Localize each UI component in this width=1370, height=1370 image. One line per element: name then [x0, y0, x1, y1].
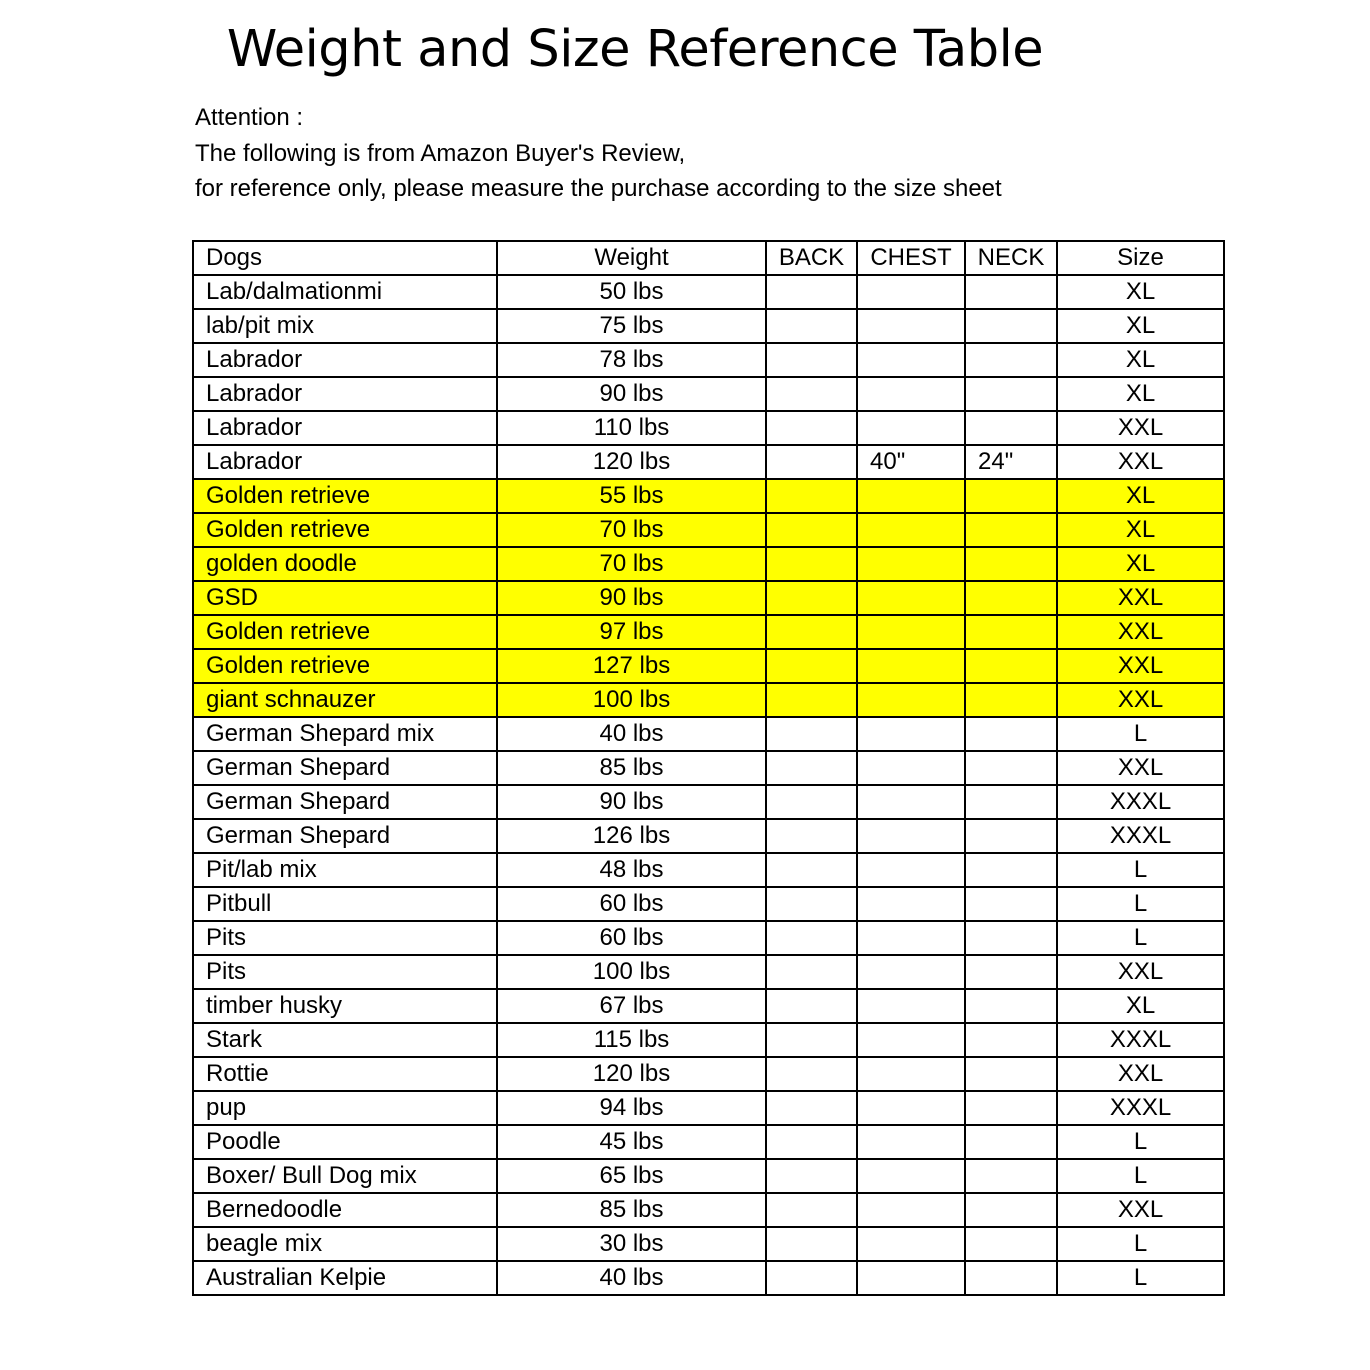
cell-weight: 70 lbs	[497, 547, 766, 581]
cell-weight: 90 lbs	[497, 581, 766, 615]
table-row	[193, 853, 1224, 887]
cell-neck	[965, 751, 1057, 785]
cell-chest	[857, 1057, 965, 1091]
cell-size: XL	[1057, 343, 1224, 377]
cell-chest	[857, 615, 965, 649]
cell-size: XXL	[1057, 1193, 1224, 1227]
cell-size: XL	[1057, 377, 1224, 411]
table-row	[193, 343, 1224, 377]
cell-size: XXL	[1057, 751, 1224, 785]
cell-size: L	[1057, 921, 1224, 955]
cell-neck	[965, 989, 1057, 1023]
cell-dog: German Shepard	[193, 819, 497, 853]
cell-dog: Pits	[193, 921, 497, 955]
cell-back	[766, 853, 857, 887]
cell-back	[766, 411, 857, 445]
table-row	[193, 547, 1224, 581]
cell-dog: Bernedoodle	[193, 1193, 497, 1227]
cell-back	[766, 309, 857, 343]
cell-dog: Labrador	[193, 411, 497, 445]
cell-chest	[857, 1091, 965, 1125]
cell-neck	[965, 1193, 1057, 1227]
cell-weight: 40 lbs	[497, 1261, 766, 1295]
cell-chest	[857, 275, 965, 309]
cell-weight: 90 lbs	[497, 377, 766, 411]
cell-size: L	[1057, 1159, 1224, 1193]
table-row	[193, 1261, 1224, 1295]
cell-chest	[857, 309, 965, 343]
cell-dog: Labrador	[193, 343, 497, 377]
cell-neck	[965, 1057, 1057, 1091]
cell-back	[766, 683, 857, 717]
cell-weight: 120 lbs	[497, 1057, 766, 1091]
cell-chest	[857, 581, 965, 615]
cell-weight: 55 lbs	[497, 479, 766, 513]
cell-size: L	[1057, 1227, 1224, 1261]
table-row	[193, 1023, 1224, 1057]
table-row	[193, 751, 1224, 785]
cell-back	[766, 377, 857, 411]
cell-dog: pup	[193, 1091, 497, 1125]
cell-dog: Boxer/ Bull Dog mix	[193, 1159, 497, 1193]
cell-chest	[857, 785, 965, 819]
cell-dog: Golden retrieve	[193, 513, 497, 547]
table-row	[193, 1227, 1224, 1261]
cell-chest	[857, 411, 965, 445]
cell-size: L	[1057, 1125, 1224, 1159]
cell-dog: Stark	[193, 1023, 497, 1057]
table-row	[193, 581, 1224, 615]
cell-chest: 40"	[857, 445, 965, 479]
cell-weight: 50 lbs	[497, 275, 766, 309]
cell-size: L	[1057, 717, 1224, 751]
cell-dog: golden doodle	[193, 547, 497, 581]
cell-weight: 127 lbs	[497, 649, 766, 683]
table-row	[193, 445, 1224, 479]
cell-neck	[965, 921, 1057, 955]
cell-back	[766, 581, 857, 615]
table-row	[193, 819, 1224, 853]
table-row	[193, 275, 1224, 309]
cell-dog: German Shepard mix	[193, 717, 497, 751]
cell-weight: 75 lbs	[497, 309, 766, 343]
table-row	[193, 683, 1224, 717]
cell-chest	[857, 1193, 965, 1227]
cell-dog: Golden retrieve	[193, 615, 497, 649]
cell-back	[766, 717, 857, 751]
cell-size: XXL	[1057, 411, 1224, 445]
header-back: BACK	[766, 241, 857, 275]
attention-heading: Attention :	[195, 104, 304, 131]
cell-neck	[965, 649, 1057, 683]
attention-source-text: The following is from Amazon Buyer's Review,	[195, 139, 686, 167]
size-reference-table	[192, 240, 1225, 1296]
cell-neck	[965, 377, 1057, 411]
cell-weight: 67 lbs	[497, 989, 766, 1023]
cell-dog: Pitbull	[193, 887, 497, 921]
cell-size: XXL	[1057, 649, 1224, 683]
table-row	[193, 1091, 1224, 1125]
cell-back	[766, 1023, 857, 1057]
cell-chest	[857, 479, 965, 513]
cell-dog: Pits	[193, 955, 497, 989]
cell-back	[766, 1159, 857, 1193]
cell-dog: giant schnauzer	[193, 683, 497, 717]
cell-size: XXL	[1057, 683, 1224, 717]
cell-weight: 120 lbs	[497, 445, 766, 479]
cell-neck	[965, 887, 1057, 921]
cell-weight: 110 lbs	[497, 411, 766, 445]
cell-neck	[965, 853, 1057, 887]
cell-neck	[965, 1227, 1057, 1261]
cell-size: XL	[1057, 479, 1224, 513]
cell-size: XL	[1057, 275, 1224, 309]
cell-neck	[965, 513, 1057, 547]
header-size: Size	[1057, 241, 1224, 275]
table-row	[193, 309, 1224, 343]
cell-weight: 40 lbs	[497, 717, 766, 751]
cell-size: XXXL	[1057, 785, 1224, 819]
table-row	[193, 921, 1224, 955]
cell-chest	[857, 1227, 965, 1261]
cell-dog: GSD	[193, 581, 497, 615]
table-row	[193, 717, 1224, 751]
header-neck: NECK	[965, 241, 1057, 275]
cell-neck	[965, 717, 1057, 751]
cell-neck	[965, 819, 1057, 853]
cell-chest	[857, 513, 965, 547]
cell-weight: 100 lbs	[497, 683, 766, 717]
cell-weight: 60 lbs	[497, 887, 766, 921]
cell-weight: 65 lbs	[497, 1159, 766, 1193]
cell-weight: 30 lbs	[497, 1227, 766, 1261]
cell-neck	[965, 615, 1057, 649]
cell-neck	[965, 309, 1057, 343]
table-row	[193, 1125, 1224, 1159]
cell-dog: Rottie	[193, 1057, 497, 1091]
cell-dog: lab/pit mix	[193, 309, 497, 343]
cell-size: XL	[1057, 989, 1224, 1023]
cell-weight: 70 lbs	[497, 513, 766, 547]
cell-weight: 85 lbs	[497, 1193, 766, 1227]
cell-size: XXL	[1057, 615, 1224, 649]
cell-chest	[857, 1159, 965, 1193]
table-row	[193, 411, 1224, 445]
cell-back	[766, 921, 857, 955]
cell-weight: 78 lbs	[497, 343, 766, 377]
cell-back	[766, 343, 857, 377]
cell-dog: Golden retrieve	[193, 479, 497, 513]
cell-back	[766, 479, 857, 513]
table-row	[193, 1159, 1224, 1193]
cell-chest	[857, 989, 965, 1023]
attention-notice	[195, 100, 1002, 207]
cell-dog: German Shepard	[193, 751, 497, 785]
cell-weight: 90 lbs	[497, 785, 766, 819]
cell-neck	[965, 479, 1057, 513]
cell-size: XXXL	[1057, 1091, 1224, 1125]
cell-neck	[965, 1261, 1057, 1295]
cell-chest	[857, 819, 965, 853]
cell-back	[766, 547, 857, 581]
cell-chest	[857, 547, 965, 581]
cell-neck	[965, 547, 1057, 581]
cell-neck	[965, 1091, 1057, 1125]
cell-dog: Poodle	[193, 1125, 497, 1159]
header-weight: Weight	[497, 241, 766, 275]
cell-back	[766, 1227, 857, 1261]
cell-dog: Pit/lab mix	[193, 853, 497, 887]
cell-dog: Golden retrieve	[193, 649, 497, 683]
cell-back	[766, 887, 857, 921]
cell-size: XL	[1057, 513, 1224, 547]
cell-weight: 115 lbs	[497, 1023, 766, 1057]
cell-dog: beagle mix	[193, 1227, 497, 1261]
cell-neck	[965, 1125, 1057, 1159]
cell-weight: 97 lbs	[497, 615, 766, 649]
cell-dog: German Shepard	[193, 785, 497, 819]
table-row	[193, 887, 1224, 921]
table-body	[193, 275, 1224, 1295]
cell-size: XXXL	[1057, 819, 1224, 853]
table-row	[193, 615, 1224, 649]
cell-back	[766, 751, 857, 785]
cell-neck	[965, 683, 1057, 717]
cell-neck	[965, 343, 1057, 377]
cell-neck	[965, 411, 1057, 445]
cell-weight: 48 lbs	[497, 853, 766, 887]
cell-back	[766, 445, 857, 479]
cell-neck	[965, 785, 1057, 819]
cell-back	[766, 785, 857, 819]
table-header-row	[193, 241, 1224, 275]
cell-neck	[965, 1159, 1057, 1193]
cell-size: XL	[1057, 547, 1224, 581]
table-row	[193, 649, 1224, 683]
cell-back	[766, 649, 857, 683]
cell-size: XXL	[1057, 581, 1224, 615]
cell-back	[766, 955, 857, 989]
cell-chest	[857, 853, 965, 887]
cell-dog: Labrador	[193, 445, 497, 479]
cell-back	[766, 1057, 857, 1091]
cell-back	[766, 989, 857, 1023]
cell-chest	[857, 921, 965, 955]
table-row	[193, 955, 1224, 989]
cell-chest	[857, 1125, 965, 1159]
cell-weight: 94 lbs	[497, 1091, 766, 1125]
cell-size: XXL	[1057, 955, 1224, 989]
header-dogs: Dogs	[193, 241, 497, 275]
table-row	[193, 1193, 1224, 1227]
table-row	[193, 479, 1224, 513]
cell-neck: 24"	[965, 445, 1057, 479]
table-row	[193, 1057, 1224, 1091]
cell-dog: Australian Kelpie	[193, 1261, 497, 1295]
cell-weight: 126 lbs	[497, 819, 766, 853]
cell-back	[766, 1193, 857, 1227]
cell-dog: Labrador	[193, 377, 497, 411]
cell-chest	[857, 955, 965, 989]
cell-weight: 60 lbs	[497, 921, 766, 955]
table-row	[193, 785, 1224, 819]
cell-chest	[857, 377, 965, 411]
table-row	[193, 377, 1224, 411]
cell-size: XXL	[1057, 445, 1224, 479]
table-row	[193, 513, 1224, 547]
cell-neck	[965, 581, 1057, 615]
attention-disclaimer-text: for reference only, please measure the purchase according to the size sheet	[195, 175, 1002, 202]
cell-back	[766, 1091, 857, 1125]
cell-size: L	[1057, 853, 1224, 887]
cell-chest	[857, 1261, 965, 1295]
cell-neck	[965, 275, 1057, 309]
cell-back	[766, 1261, 857, 1295]
cell-chest	[857, 887, 965, 921]
cell-chest	[857, 1023, 965, 1057]
cell-back	[766, 615, 857, 649]
cell-back	[766, 819, 857, 853]
cell-weight: 45 lbs	[497, 1125, 766, 1159]
cell-neck	[965, 1023, 1057, 1057]
cell-back	[766, 275, 857, 309]
cell-chest	[857, 649, 965, 683]
cell-weight: 85 lbs	[497, 751, 766, 785]
cell-chest	[857, 343, 965, 377]
cell-size: XXL	[1057, 1057, 1224, 1091]
cell-size: L	[1057, 1261, 1224, 1295]
cell-neck	[965, 955, 1057, 989]
cell-size: XL	[1057, 309, 1224, 343]
cell-weight: 100 lbs	[497, 955, 766, 989]
cell-chest	[857, 751, 965, 785]
table-row	[193, 989, 1224, 1023]
cell-size: XXXL	[1057, 1023, 1224, 1057]
cell-back	[766, 1125, 857, 1159]
page-title: Weight and Size Reference Table	[226, 20, 1044, 79]
cell-dog: Lab/dalmationmi	[193, 275, 497, 309]
cell-dog: timber husky	[193, 989, 497, 1023]
cell-back	[766, 513, 857, 547]
cell-chest	[857, 717, 965, 751]
cell-size: L	[1057, 887, 1224, 921]
cell-chest	[857, 683, 965, 717]
header-chest: CHEST	[857, 241, 965, 275]
